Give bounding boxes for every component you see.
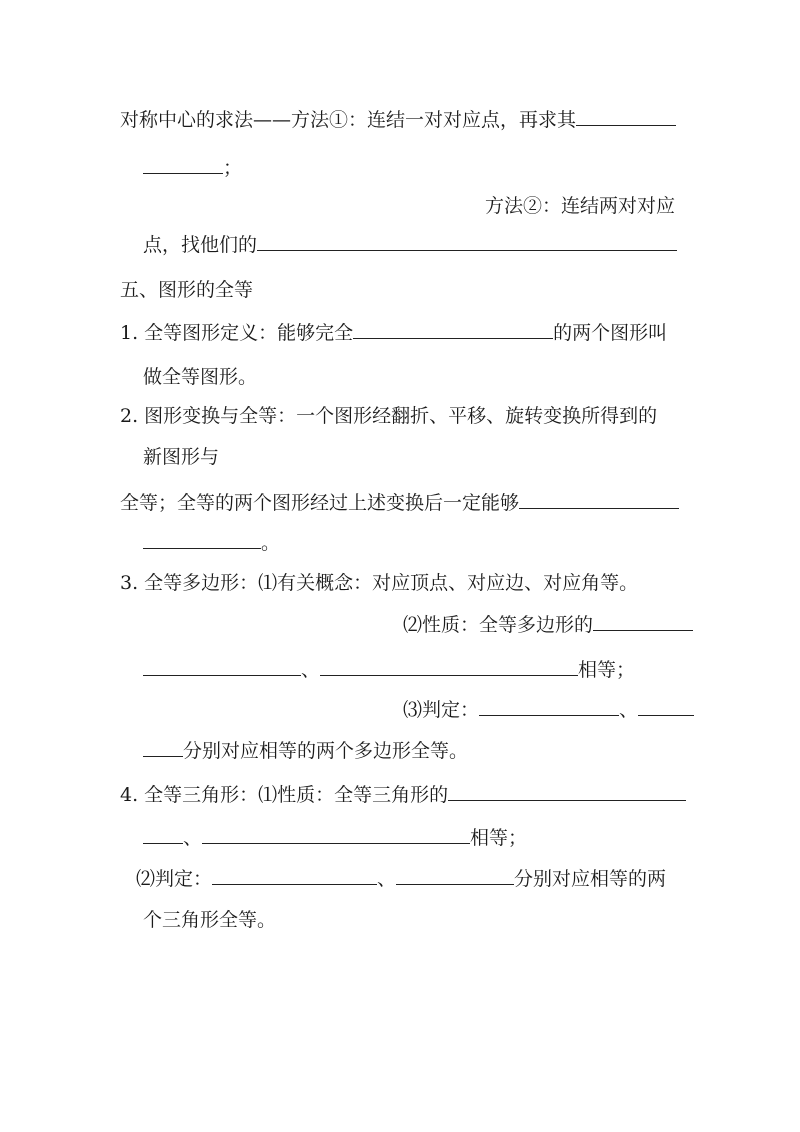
text: 、 bbox=[301, 659, 321, 681]
text: 新图形与 bbox=[143, 446, 220, 468]
text: 、 bbox=[377, 868, 397, 890]
text-line-16 bbox=[143, 738, 468, 764]
text-line-1 bbox=[120, 107, 676, 133]
answer-blank bbox=[143, 155, 223, 174]
answer-blank bbox=[448, 782, 686, 801]
text: ⑶判定： bbox=[403, 699, 480, 721]
text: 点，找他们的 bbox=[143, 234, 258, 256]
text: ⑵性质：全等多边形的 bbox=[403, 614, 594, 636]
text: ； bbox=[223, 157, 243, 179]
text: 做全等图形。 bbox=[143, 366, 258, 388]
text: 五、图形的全等 bbox=[120, 279, 254, 301]
text: 相等； bbox=[578, 659, 636, 681]
answer-blank bbox=[202, 825, 470, 844]
answer-blank bbox=[638, 697, 694, 716]
answer-blank bbox=[143, 825, 183, 844]
text-line-2 bbox=[143, 155, 242, 181]
answer-blank bbox=[576, 107, 676, 126]
text: 分别对应相等的两个多边形全等。 bbox=[183, 740, 469, 762]
answer-blank bbox=[257, 232, 677, 251]
text-line-4 bbox=[143, 232, 677, 258]
text: 相等； bbox=[470, 827, 528, 849]
text: 。 bbox=[261, 532, 281, 554]
answer-blank bbox=[519, 490, 679, 509]
text-line-14 bbox=[143, 657, 635, 683]
text: 4. 全等三角形：⑴性质：全等三角形的 bbox=[120, 784, 449, 806]
answer-blank bbox=[593, 612, 693, 631]
text-line-18 bbox=[143, 825, 527, 851]
answer-blank bbox=[143, 738, 183, 757]
text: 方法②：连结两对对应 bbox=[485, 195, 676, 217]
text: 3. 全等多边形：⑴有关概念：对应顶点、对应边、对应角等。 bbox=[120, 572, 639, 594]
text-line-19 bbox=[136, 866, 666, 892]
answer-blank bbox=[396, 866, 514, 885]
text: 分别对应相等的两 bbox=[514, 868, 667, 890]
text: 2. 图形变换与全等：一个图形经翻折、平移、旋转变换所得到的 bbox=[120, 405, 658, 427]
text-line-17 bbox=[120, 782, 686, 808]
text-line-8 bbox=[120, 403, 657, 429]
text-line-7 bbox=[143, 364, 257, 390]
text-line-20 bbox=[143, 907, 276, 933]
answer-blank bbox=[143, 530, 261, 549]
answer-blank bbox=[479, 697, 619, 716]
text-line-3 bbox=[485, 193, 675, 219]
text-line-15 bbox=[403, 697, 694, 723]
text-line-12 bbox=[120, 570, 638, 596]
answer-blank bbox=[353, 320, 553, 339]
answer-blank bbox=[212, 866, 377, 885]
answer-blank bbox=[143, 657, 301, 676]
text-line-10 bbox=[120, 490, 679, 516]
section-heading bbox=[120, 277, 253, 303]
text: 、 bbox=[619, 699, 639, 721]
text: 的两个图形叫 bbox=[553, 322, 668, 344]
text: 全等；全等的两个图形经过上述变换后一定能够 bbox=[120, 492, 520, 514]
text: 个三角形全等。 bbox=[143, 909, 277, 931]
text-line-13 bbox=[403, 612, 693, 638]
text-line-9 bbox=[143, 444, 219, 470]
text: 对称中心的求法——方法①：连结一对对应点，再求其 bbox=[120, 109, 577, 131]
text: 1. 全等图形定义：能够完全 bbox=[120, 322, 354, 344]
text: ⑵判定： bbox=[136, 868, 213, 890]
text-line-6 bbox=[120, 320, 667, 346]
text-line-11 bbox=[143, 530, 280, 556]
answer-blank bbox=[320, 657, 578, 676]
text: 、 bbox=[183, 827, 203, 849]
